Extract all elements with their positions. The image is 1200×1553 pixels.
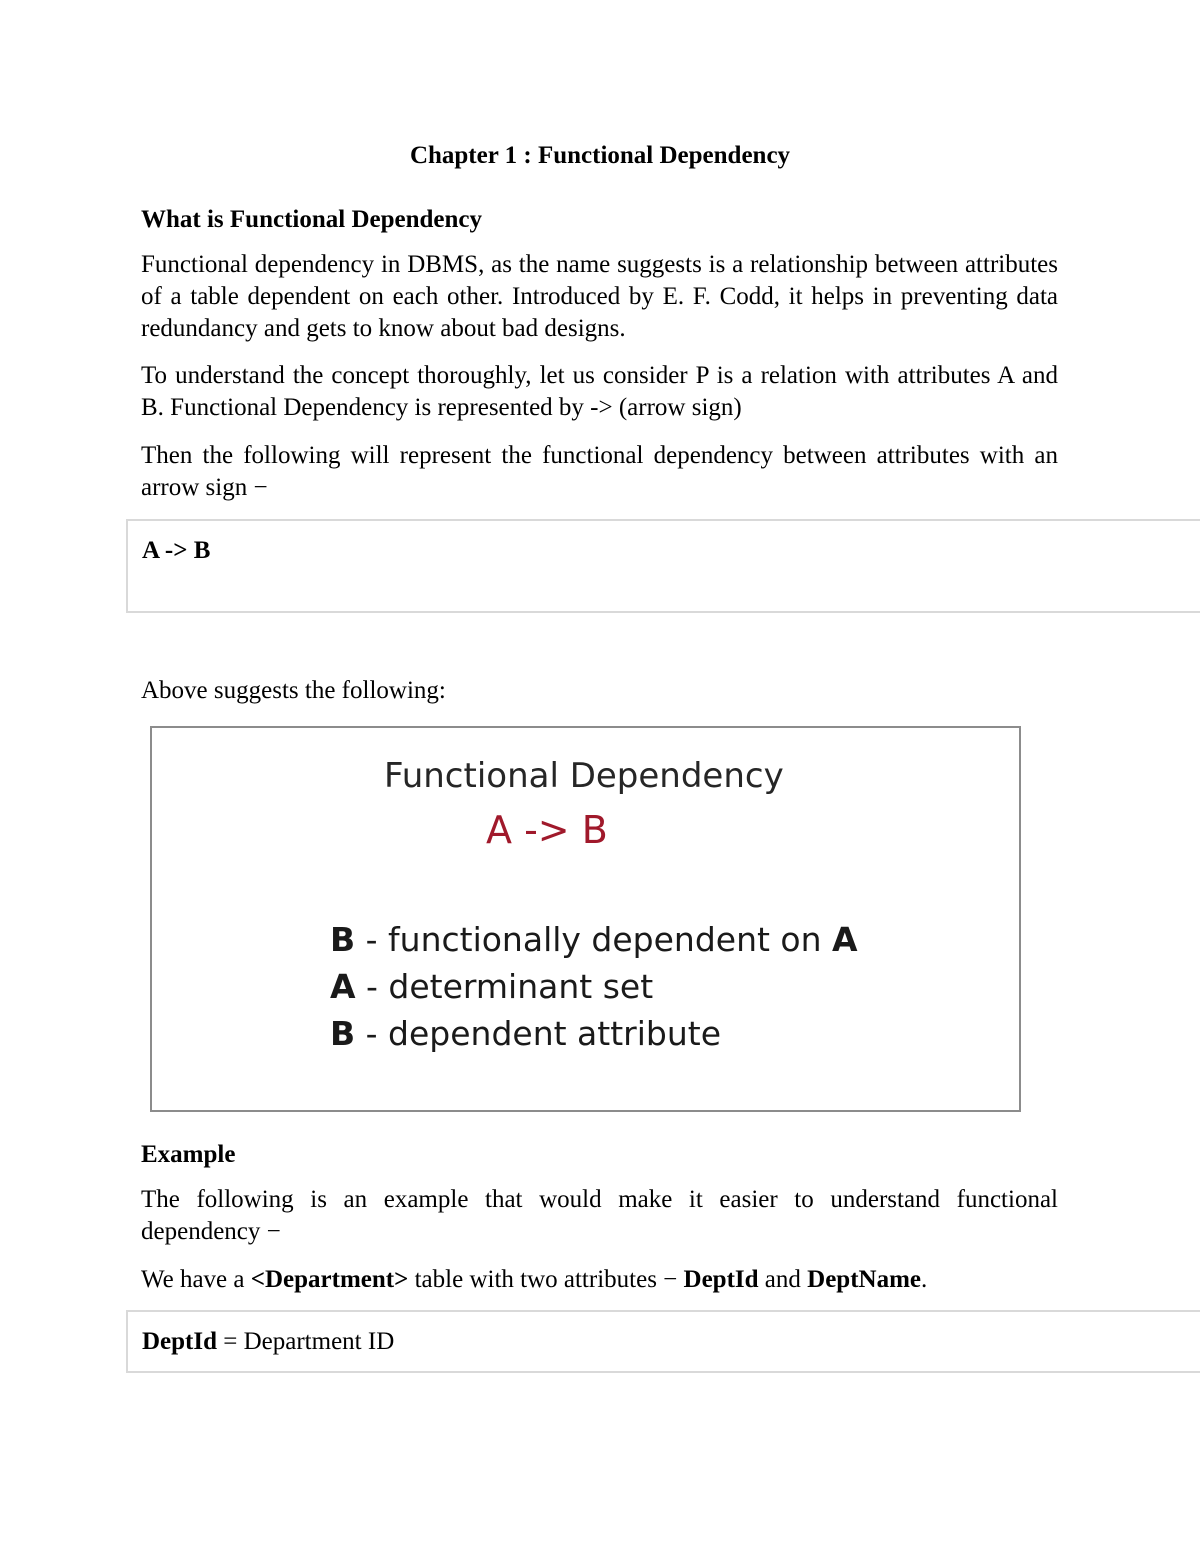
deptid-description: = Department ID — [217, 1328, 395, 1355]
department-text-end: . — [921, 1266, 928, 1293]
figure-item — [330, 967, 653, 1006]
figure-item — [330, 1014, 721, 1053]
department-text-mid: table with two attributes − — [408, 1266, 684, 1293]
deptid-attribute: DeptId — [683, 1266, 759, 1293]
concept-paragraph: To understand the concept thoroughly, let us consider P is a relation with attributes A and B. Functional Dependency is represented by -> (arrow sign) — [141, 362, 1058, 421]
figure-item-text: - determinant set — [355, 967, 654, 1006]
arrow-paragraph: Then the following will represent the functional dependency between attributes with an arrow sign − — [141, 442, 1058, 501]
figure-item-bold-tail: A — [832, 920, 858, 959]
deptid-line — [142, 1328, 394, 1356]
deptid-key: DeptId — [142, 1328, 218, 1355]
department-paragraph — [141, 1264, 1058, 1296]
code-box — [126, 519, 1200, 613]
figure-item-text: - functionally dependent on — [355, 920, 833, 959]
example-paragraph: The following is an example that would make it easier to understand functional dependency − — [141, 1186, 1058, 1245]
figure-formula: A -> B — [486, 808, 608, 852]
department-table-name: <Department> — [250, 1266, 409, 1293]
figure-item-key: A — [330, 967, 356, 1006]
code-text: A -> B — [142, 537, 211, 564]
figure-title: Functional Dependency — [384, 756, 784, 796]
functional-dependency-figure — [150, 726, 1021, 1112]
figure-item-key: B — [330, 1014, 356, 1053]
department-text-pre: We have a — [141, 1266, 251, 1293]
figure-item-key: B — [330, 920, 356, 959]
deptname-attribute: DeptName — [807, 1266, 922, 1293]
figure-item-text: - dependent attribute — [355, 1014, 721, 1053]
chapter-title: Chapter 1 : Functional Dependency — [409, 142, 791, 169]
deptid-box — [126, 1310, 1200, 1373]
intro-paragraph: Functional dependency in DBMS, as the name suggests is a relationship between attributes of a table dependent on each other. Introduced by E. F. Codd, it helps in preventing data redundancy and gets to know about bad designs. — [141, 251, 1058, 342]
suggests-paragraph: Above suggests the following: — [141, 677, 446, 704]
figure-item — [330, 920, 858, 959]
section-heading: What is Functional Dependency — [141, 206, 483, 233]
example-heading: Example — [141, 1141, 236, 1168]
department-text-and: and — [758, 1266, 808, 1293]
